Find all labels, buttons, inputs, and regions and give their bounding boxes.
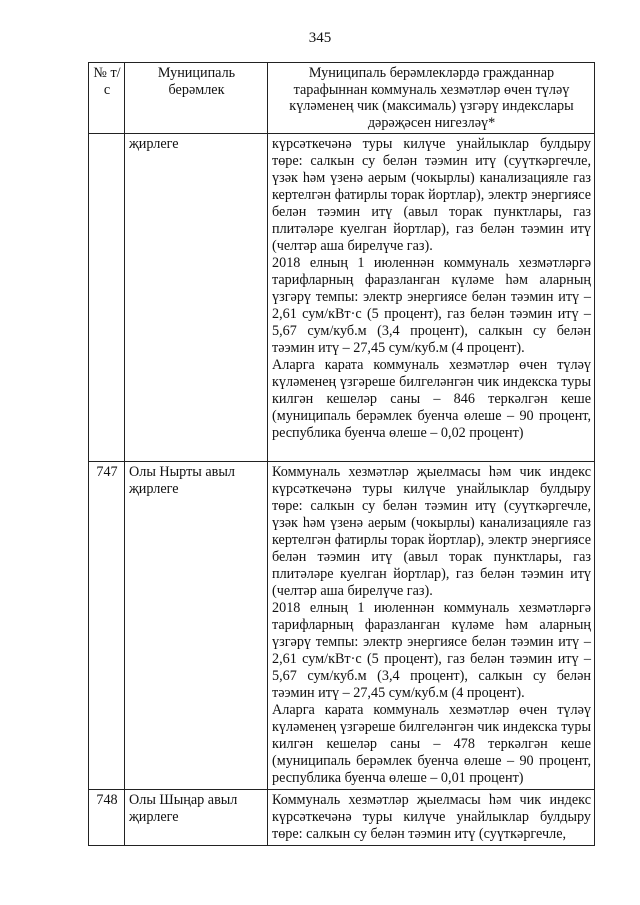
header-municipality: Муниципаль берәмлек: [125, 63, 268, 134]
description-paragraph: 2018 елның 1 июленнән коммуналь хезмәтләргә тарифларның фаразланган күләме һәм аларның үзгәрү темпы: электр энергиясе белән тәэмин итү – 2,61 сум/кВт·с (5 процент), газ белән тәэмин итү – 5,67 сум/куб.м (3,4 процент), салкын су белән тәэмин итү – 27,45 сум/куб.м (4 процент).: [272, 600, 591, 701]
index-description: [268, 790, 595, 846]
municipality-name: Олы Шыңар авыл җирлеге: [125, 790, 268, 846]
description-paragraph: Аларга карата коммуналь хезмәтләр өчен түләү күләменең үзгәреше билгеләнгән чик индекска туры килгән кешеләр саны – 478 теркәлгән кеше (муниципаль берәмлек буенча өлеше – 90 процент, республика буенча өлеше – 0,01 процент): [272, 702, 591, 786]
municipal-index-table: [88, 62, 595, 846]
row-number: 748: [89, 790, 125, 846]
row-number: 747: [89, 462, 125, 790]
municipality-name: Олы Нырты авыл җирлеге: [125, 462, 268, 790]
table-row: [89, 790, 595, 846]
table-row: [89, 134, 595, 462]
index-description: [268, 462, 595, 790]
row-number: [89, 134, 125, 462]
header-num: № т/с: [89, 63, 125, 134]
index-description: [268, 134, 595, 462]
description-paragraph: Коммуналь хезмәтләр җыелмасы һәм чик индекс күрсәткечәнә туры килүче унайлыклар булдыру төре: салкын су белән тәэмин итү (суүткәргечле, үзәк һәм үзенә аерым (чокырлы) канализацияле газ кертелгән фатирлы торак йортлар), электр энергиясе белән тәэмин итү (авыл торак пунктлары, газ плитәләре куелган йортлар), газ белән тәэмин итү (челтәр аша бирелүче газ).: [272, 464, 591, 599]
page-number: 345: [308, 30, 332, 46]
table-row: [89, 462, 595, 790]
municipality-name: җирлеге: [125, 134, 268, 462]
description-paragraph: 2018 елның 1 июленнән коммуналь хезмәтләргә тарифларның фаразланган күләме һәм аларның үзгәрү темпы: электр энергиясе белән тәэмин итү – 2,61 сум/кВт·с (5 процент), газ белән тәэмин итү – 5,67 сум/куб.м (3,4 процент), салкын су белән тәэмин итү – 27,45 сум/куб.м (4 процент).: [272, 255, 591, 356]
description-paragraph: Аларга карата коммуналь хезмәтләр өчен түләү күләменең үзгәреше билгеләнгән чик индекска туры килгән кешеләр саны – 846 теркәлгән кеше (муниципаль берәмлек буенча өлеше – 90 процент, республика буенча өлеше – 0,02 процент): [272, 357, 591, 441]
description-paragraph: күрсәткечәнә туры килүче унайлыклар булдыру төре: салкын су белән тәэмин итү (суүткәргечле, үзәк һәм үзенә аерым (чокырлы) канализацияле газ кертелгән фатирлы торак йортлар), электр энергиясе белән тәэмин итү (авыл торак пунктлары, газ плитәләре куелган йортлар), газ белән тәэмин итү (челтәр аша бирелүче газ).: [272, 136, 591, 254]
header-index: Муниципаль берәмлекләрдә гражданнар тарафыннан коммуналь хезмәтләр өчен түләү күләменең чик (максималь) үзгәрү индекслары дәрәҗәсен нигезләү*: [268, 63, 595, 134]
description-paragraph: Коммуналь хезмәтләр җыелмасы һәм чик индекс күрсәткечәнә туры килүче унайлыклар булдыру төре: салкын су белән тәэмин итү (суүткәргечле,: [272, 792, 591, 842]
table-header-row: [89, 63, 595, 134]
